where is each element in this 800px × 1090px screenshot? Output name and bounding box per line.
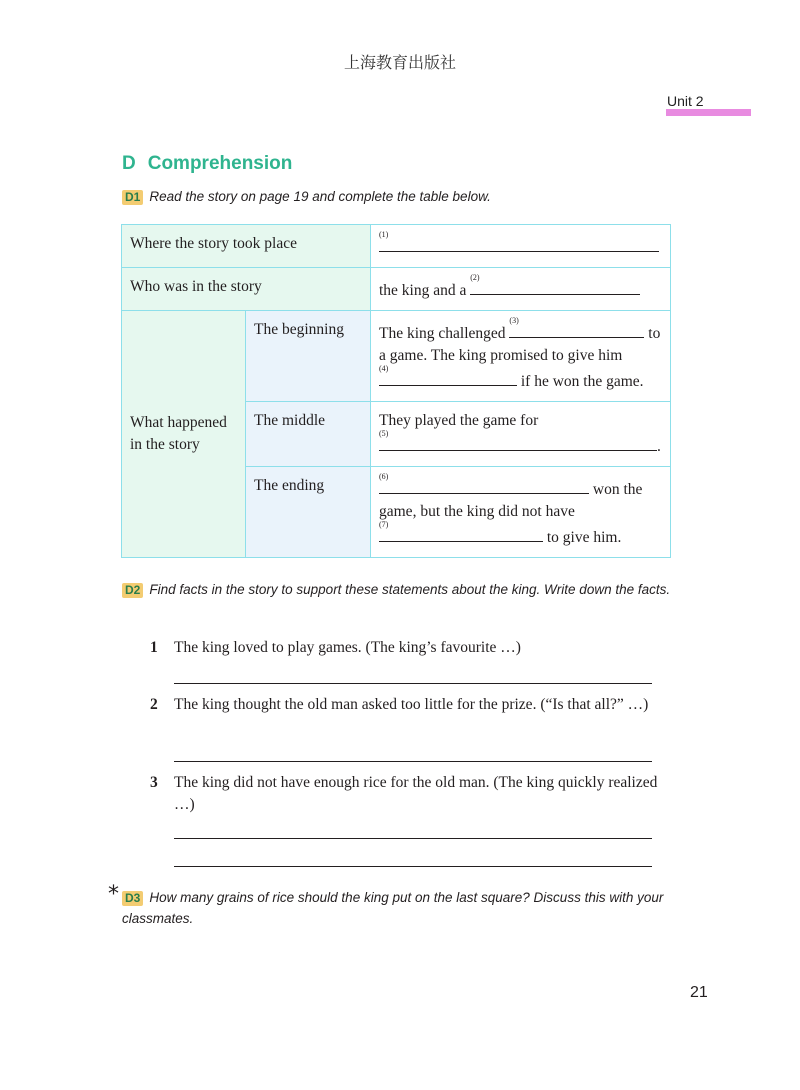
answer-blank-6[interactable]: (6) [379,475,589,494]
section-title [122,153,292,175]
d1-instruction [122,186,491,207]
label-middle: The middle [246,402,371,467]
unit-tab-bar [666,109,751,116]
question-number: 3 [150,774,158,791]
page-number: 21 [690,984,708,1001]
answer-line-3a[interactable] [174,838,652,839]
section-letter: D [122,153,136,174]
publisher-header: 上海教育出版社 [343,53,456,72]
table-row [122,311,671,402]
table-row [122,268,671,311]
question-number: 1 [150,639,158,656]
d2-instruction-text: Find facts in the story to support these statements about the king. Write down the facts. [149,582,671,597]
d2-instruction [122,579,682,600]
question-number: 2 [150,696,158,713]
row-label-characters: Who was in the story [122,268,371,311]
answer-line-1[interactable] [174,683,652,684]
row-label-events: What happened in the story [122,311,246,558]
story-table [121,224,671,558]
question-1 [150,637,670,659]
d1-instruction-text: Read the story on page 19 and complete the table below. [149,189,491,204]
label-ending: The ending [246,467,371,558]
label-beginning: The beginning [246,311,371,402]
challenge-star-icon: * [108,882,119,907]
answer-cell-middle: They played the game for (5) . [371,402,671,467]
answer-blank-3[interactable]: (3) [509,319,644,338]
answer-cell-beginning: The king challenged (3) to a game. The king promised to give him (4) if he won the game. [371,311,671,402]
answer-blank-2[interactable]: (2) [470,276,640,295]
answer-line-2[interactable] [174,761,652,762]
table-row [122,225,671,268]
question-text: The king did not have enough rice for the old man. (The king quickly realized …) [174,774,658,813]
question-text: The king loved to play games. (The king’s favourite …) [174,639,521,656]
row-label-place: Where the story took place [122,225,371,268]
unit-label: Unit 2 [667,93,704,109]
question-text: The king thought the old man asked too little for the prize. (“Is that all?” …) [174,696,649,713]
answer-blank-4[interactable]: (4) [379,367,517,386]
answer-cell-characters: the king and a (2) [371,268,671,311]
d3-instruction [122,887,682,929]
d3-badge: D3 [122,891,143,906]
answer-line-3b[interactable] [174,866,652,867]
d3-instruction-text: How many grains of rice should the king put on the last square? Discuss this with your classmates. [122,890,664,926]
answer-blank-1[interactable]: (1) [379,233,659,252]
answer-cell-ending: (6) won the game, but the king did not have (7) to give him. [371,467,671,558]
answer-cell-place [371,225,671,268]
answer-blank-5[interactable]: (5) [379,432,657,451]
question-2 [150,694,670,716]
answer-blank-7[interactable]: (7) [379,523,543,542]
question-3 [150,772,670,816]
section-name: Comprehension [147,153,293,174]
d1-badge: D1 [122,190,143,205]
d2-badge: D2 [122,583,143,598]
